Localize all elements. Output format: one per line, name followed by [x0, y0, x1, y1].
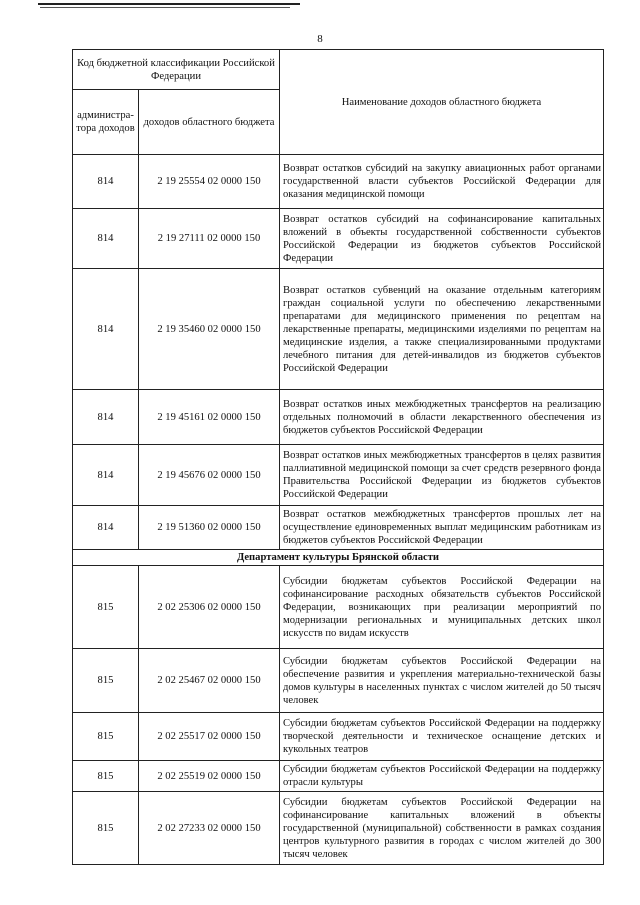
department-heading: Департамент культуры Брянской области	[73, 550, 604, 566]
admin-code-cell: 814	[73, 390, 139, 445]
admin-code-cell: 815	[73, 792, 139, 865]
table-row	[73, 761, 604, 792]
income-description-cell: Субсидии бюджетам субъектов Российской Федерации на софинансирование капитальных вложений в объекты государственной (муниципальной) собственности в рамках создания центров культурного развития в городах с числом жителей до 300 тысяч человек	[280, 792, 604, 865]
admin-code-cell: 815	[73, 713, 139, 761]
admin-code-cell: 815	[73, 761, 139, 792]
header-row-1	[73, 50, 604, 90]
admin-code-cell: 815	[73, 649, 139, 713]
table-row	[73, 390, 604, 445]
department-row	[73, 550, 604, 566]
income-description-cell: Возврат остатков субвенций на оказание отдельным категориям граждан социальной услуги по обеспечению лекарственными препаратами для медицинского применения по рецептам на лекарственные препараты, медицинскими изделиями по рецептам на медицинские изделия, а также специализированными продуктами лечебного питания для детей-инвалидов из бюджетов субъектов Российской Федерации	[280, 269, 604, 390]
admin-code-cell: 814	[73, 155, 139, 209]
budget-table	[72, 49, 604, 865]
income-description-cell: Возврат остатков иных межбюджетных трансфертов в целях развития паллиативной медицинской помощи за счет средств резервного фонда Правительства Российской Федерации из бюджетов субъектов Российской Федерации	[280, 445, 604, 506]
header-administrator: администра-тора доходов	[73, 90, 139, 155]
budget-code-cell: 2 02 25467 02 0000 150	[139, 649, 280, 713]
income-description-cell: Возврат остатков субсидий на закупку авиационных работ органами государственной власти субъектов Российской Федерации для оказания медицинской помощи	[280, 155, 604, 209]
income-description-cell: Субсидии бюджетам субъектов Российской Федерации на обеспечение развития и укрепления материально-технической базы домов культуры в населенных пунктах с числом жителей до 50 тысяч человек	[280, 649, 604, 713]
budget-code-cell: 2 19 35460 02 0000 150	[139, 269, 280, 390]
income-description-cell: Субсидии бюджетам субъектов Российской Федерации на поддержку творческой деятельности и техническое оснащение детских и кукольных театров	[280, 713, 604, 761]
table-row	[73, 713, 604, 761]
admin-code-cell: 814	[73, 269, 139, 390]
table-row	[73, 649, 604, 713]
table-row	[73, 209, 604, 269]
table-row	[73, 155, 604, 209]
admin-code-cell: 814	[73, 445, 139, 506]
income-description-cell: Возврат остатков субсидий на софинансирование капитальных вложений в объекты государственной собственности субъектов Российской Федерации из бюджетов субъектов Российской Федерации	[280, 209, 604, 269]
scan-artifact-line	[38, 3, 300, 5]
budget-code-cell: 2 19 27111 02 0000 150	[139, 209, 280, 269]
table-row	[73, 506, 604, 550]
admin-code-cell: 814	[73, 506, 139, 550]
table-row	[73, 269, 604, 390]
table-row	[73, 445, 604, 506]
table-row	[73, 792, 604, 865]
budget-code-cell: 2 19 45161 02 0000 150	[139, 390, 280, 445]
budget-code-cell: 2 02 25306 02 0000 150	[139, 566, 280, 649]
scan-artifact-line-2	[40, 7, 290, 8]
income-description-cell: Возврат остатков иных межбюджетных трансфертов на реализацию отдельных полномочий в области лекарственного обеспечения из бюджетов субъектов Российской Федерации	[280, 390, 604, 445]
income-description-cell: Возврат остатков межбюджетных трансфертов прошлых лет на осуществление единовременных выплат медицинским работникам из бюджетов субъектов Российской Федерации	[280, 506, 604, 550]
admin-code-cell: 815	[73, 566, 139, 649]
budget-code-cell: 2 19 51360 02 0000 150	[139, 506, 280, 550]
budget-code-cell: 2 02 25519 02 0000 150	[139, 761, 280, 792]
budget-code-cell: 2 19 25554 02 0000 150	[139, 155, 280, 209]
header-income-name: Наименование доходов областного бюджета	[280, 50, 604, 155]
table-row	[73, 566, 604, 649]
admin-code-cell: 814	[73, 209, 139, 269]
income-description-cell: Субсидии бюджетам субъектов Российской Федерации на поддержку отрасли культуры	[280, 761, 604, 792]
budget-code-cell: 2 19 45676 02 0000 150	[139, 445, 280, 506]
page-number: 8	[317, 33, 323, 45]
header-income-code: доходов областного бюджета	[139, 90, 280, 155]
budget-code-cell: 2 02 25517 02 0000 150	[139, 713, 280, 761]
header-classification-code: Код бюджетной классификации Российской Федерации	[73, 50, 280, 90]
income-description-cell: Субсидии бюджетам субъектов Российской Федерации на софинансирование расходных обязательств субъектов Российской Федерации, возникающих при реализации мероприятий по модернизации региональных и муниципальных детских школ искусств по видам искусств	[280, 566, 604, 649]
budget-code-cell: 2 02 27233 02 0000 150	[139, 792, 280, 865]
